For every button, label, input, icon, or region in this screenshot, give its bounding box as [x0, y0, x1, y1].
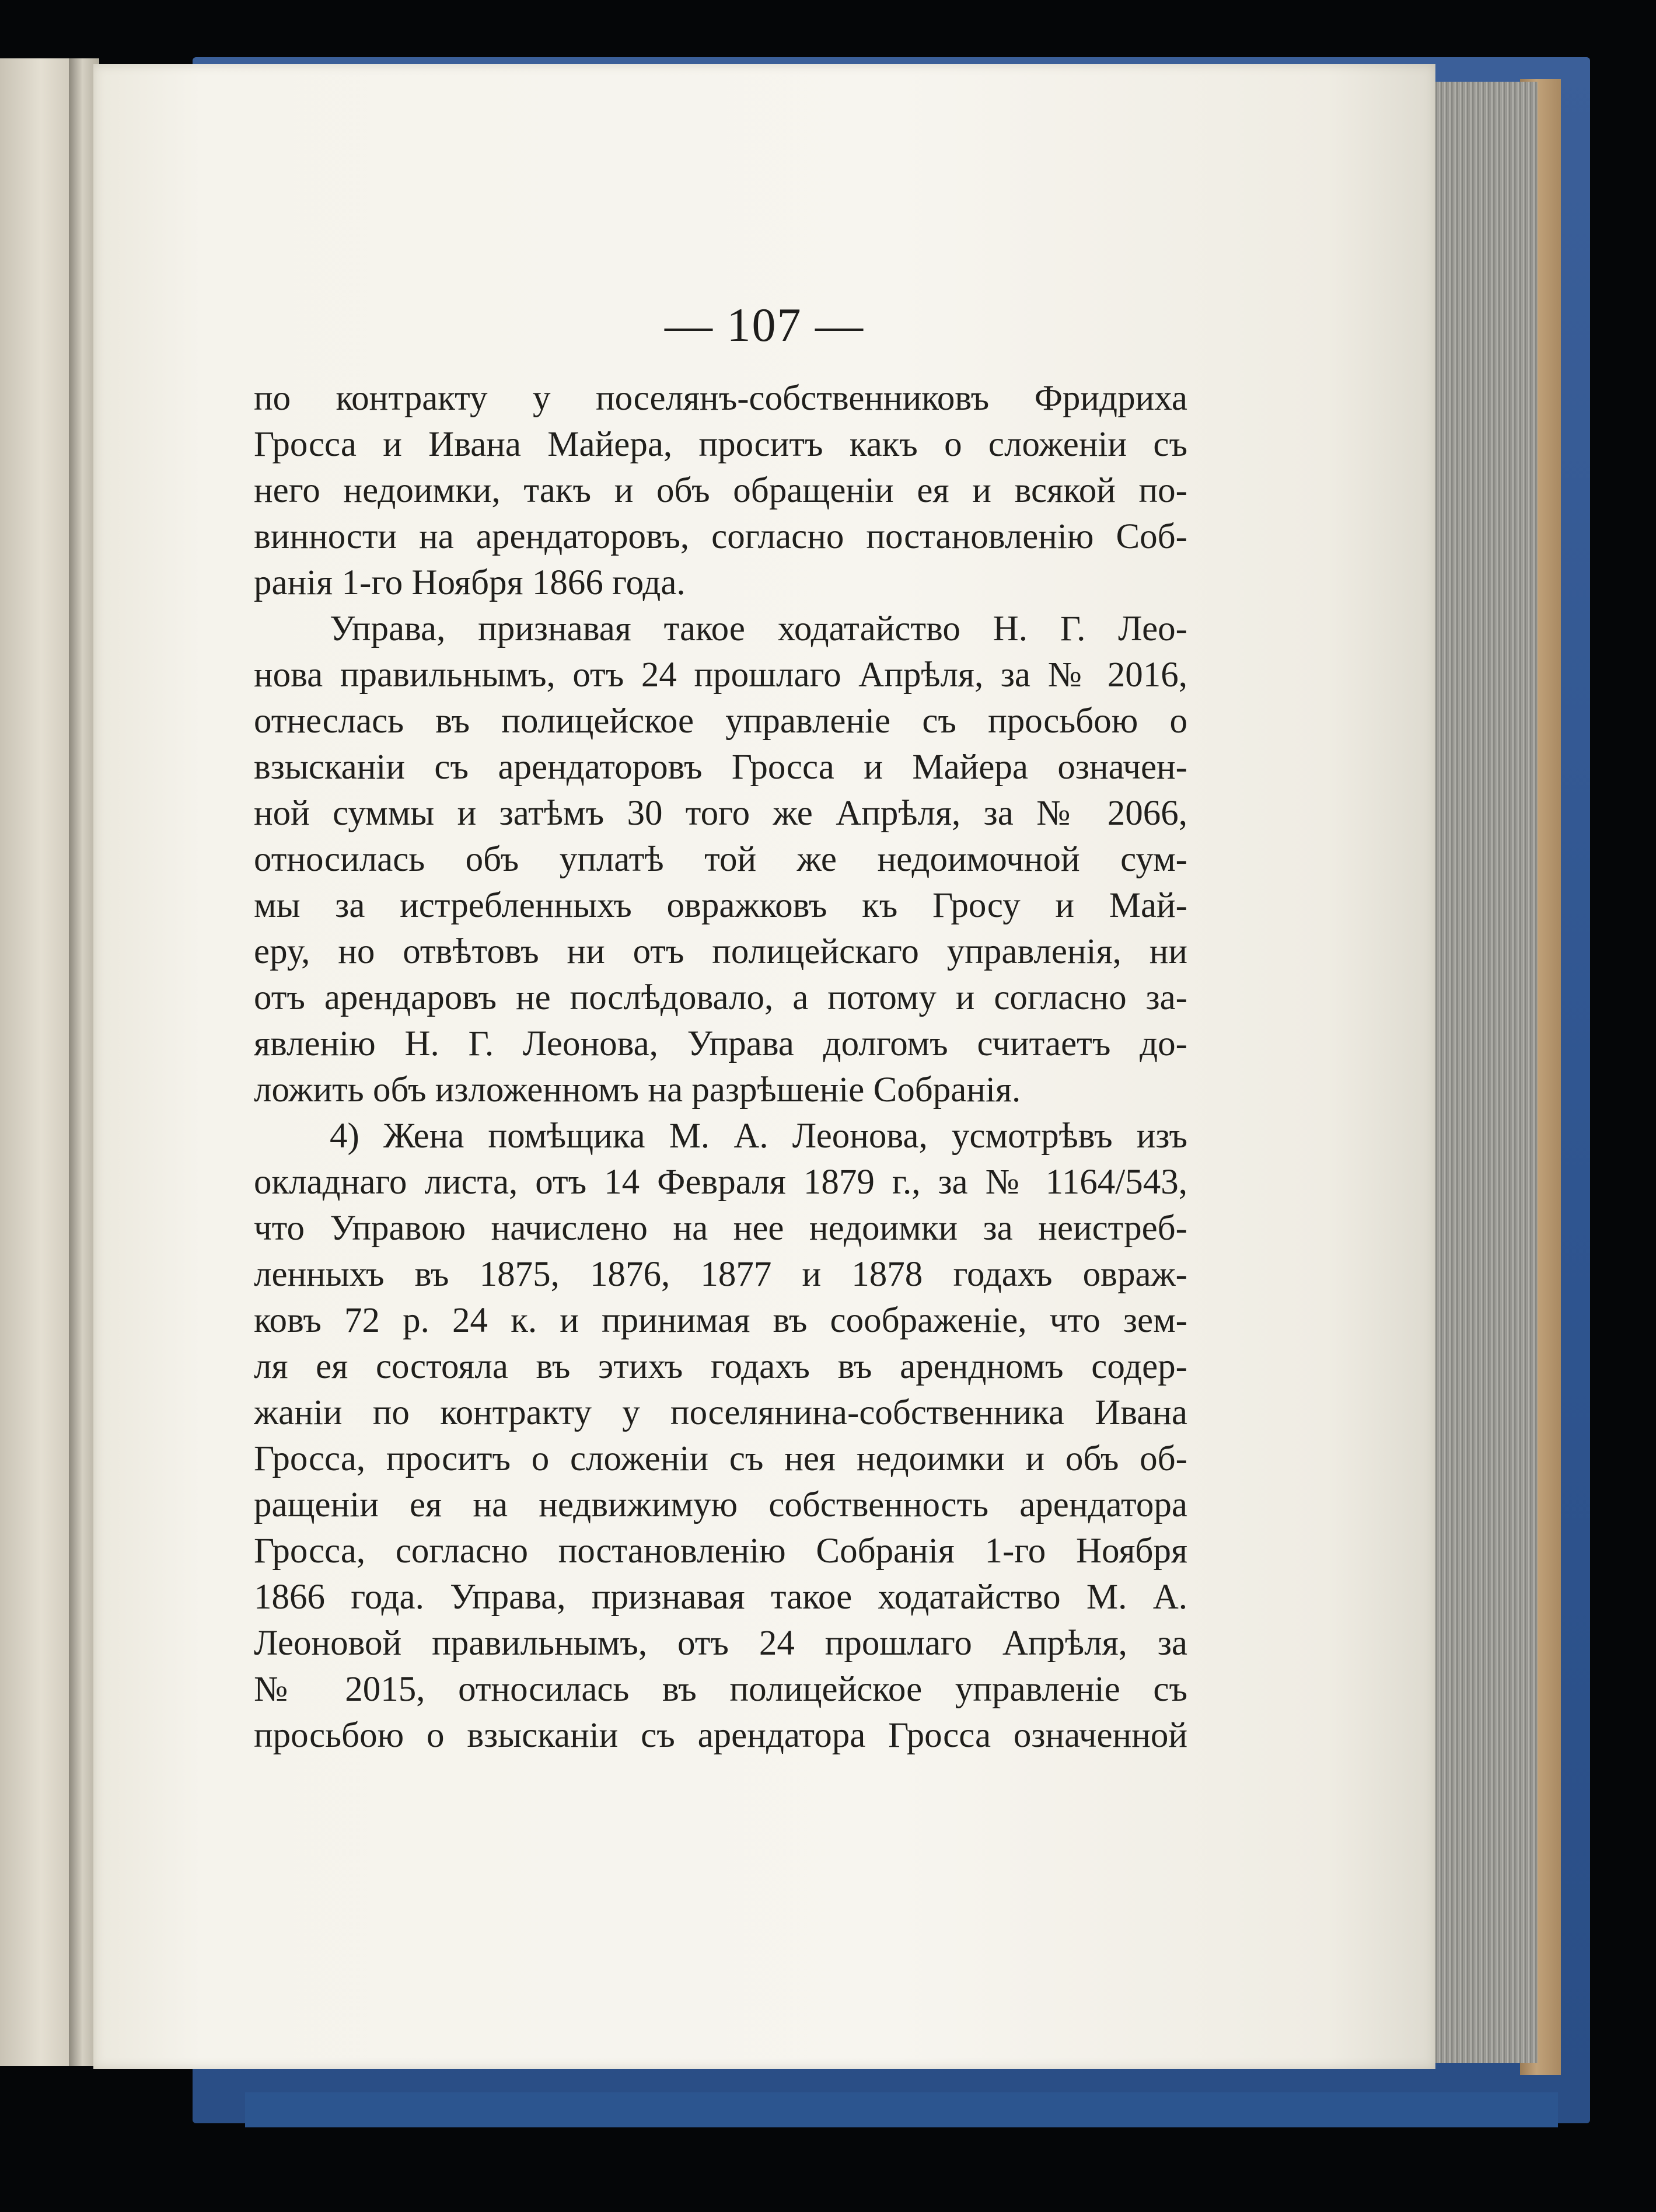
text-line: нова правильнымъ, отъ 24 прошлаго Апрѣля, за № 2016, — [254, 655, 1187, 695]
text-line: него недоимки, такъ и объ обращеніи ея и всякой по- — [254, 471, 1187, 510]
text-line: явленію Н. Г. Леонова, Управа долгомъ считаетъ до- — [254, 1024, 1187, 1063]
text-line: еру, но отвѣтовъ ни отъ полицейскаго управленія, ни — [254, 932, 1187, 971]
text-line: жаніи по контракту у поселянина-собственника Ивана — [254, 1393, 1187, 1432]
text-line: винности на арендаторовъ, согласно постановленію Соб- — [254, 517, 1187, 556]
text-line: ложить объ изложенномъ на разрѣшеніе Собранія. — [254, 1070, 1021, 1110]
text-line: ной суммы и затѣмъ 30 того же Апрѣля, за № 2066, — [254, 794, 1187, 833]
text-line: ковъ 72 р. 24 к. и принимая въ соображеніе, что зем- — [254, 1301, 1187, 1340]
text-line: Гросса, проситъ о сложеніи съ нея недоимки и объ об- — [254, 1439, 1187, 1478]
text-line: ранія 1-го Ноября 1866 года. — [254, 563, 686, 602]
text-line: ращеніи ея на недвижимую собственность арендатора — [254, 1485, 1187, 1524]
text-line: Леоновой правильнымъ, отъ 24 прошлаго Апрѣля, за — [254, 1624, 1187, 1663]
text-line: ля ея состояла въ этихъ годахъ въ арендномъ содер- — [254, 1347, 1187, 1386]
text-line: относилась объ уплатѣ той же недоимочной сум- — [254, 840, 1187, 879]
text-line: взысканіи съ арендаторовъ Гросса и Майера означен- — [254, 748, 1187, 787]
text-line: 4) Жена помѣщика М. А. Леонова, усмотрѣвъ изъ — [330, 1117, 1187, 1156]
text-line: ленныхъ въ 1875, 1876, 1877 и 1878 годахъ овраж- — [254, 1255, 1187, 1294]
text-line: что Управою начислено на нее недоимки за неистреб- — [254, 1209, 1187, 1248]
text-line: Управа, признавая такое ходатайство Н. Г. Лео- — [330, 609, 1187, 648]
facing-page — [0, 58, 75, 2066]
text-line: отъ арендаровъ не послѣдовало, а потому и согласно за- — [254, 978, 1187, 1017]
page-stack-edge — [1433, 82, 1538, 2063]
text-line: Гросса и Ивана Майера, проситъ какъ о сложеніи съ — [254, 425, 1187, 464]
cover-bottom-edge — [245, 2092, 1558, 2127]
text-line: Гросса, согласно постановленію Собранія 1-го Ноября — [254, 1531, 1187, 1571]
text-line: мы за истребленныхъ овражковъ къ Гросу и Май- — [254, 886, 1187, 925]
book-page — [93, 64, 1435, 2069]
text-line: отнеслась въ полицейское управленіе съ просьбою о — [254, 702, 1187, 741]
text-line: № 2015, относилась въ полицейское управленіе съ — [254, 1670, 1187, 1709]
page-number: — 107 — — [665, 298, 864, 351]
text-line: просьбою о взысканіи съ арендатора Гросса означенной — [254, 1716, 1187, 1755]
body-text — [254, 375, 1187, 1759]
text-line: по контракту у поселянъ-собственниковъ Фридриха — [254, 379, 1187, 418]
text-line: окладнаго листа, отъ 14 Февраля 1879 г., за № 1164/543, — [254, 1163, 1187, 1202]
text-line: 1866 года. Управа, признавая такое ходатайство М. А. — [254, 1578, 1187, 1617]
